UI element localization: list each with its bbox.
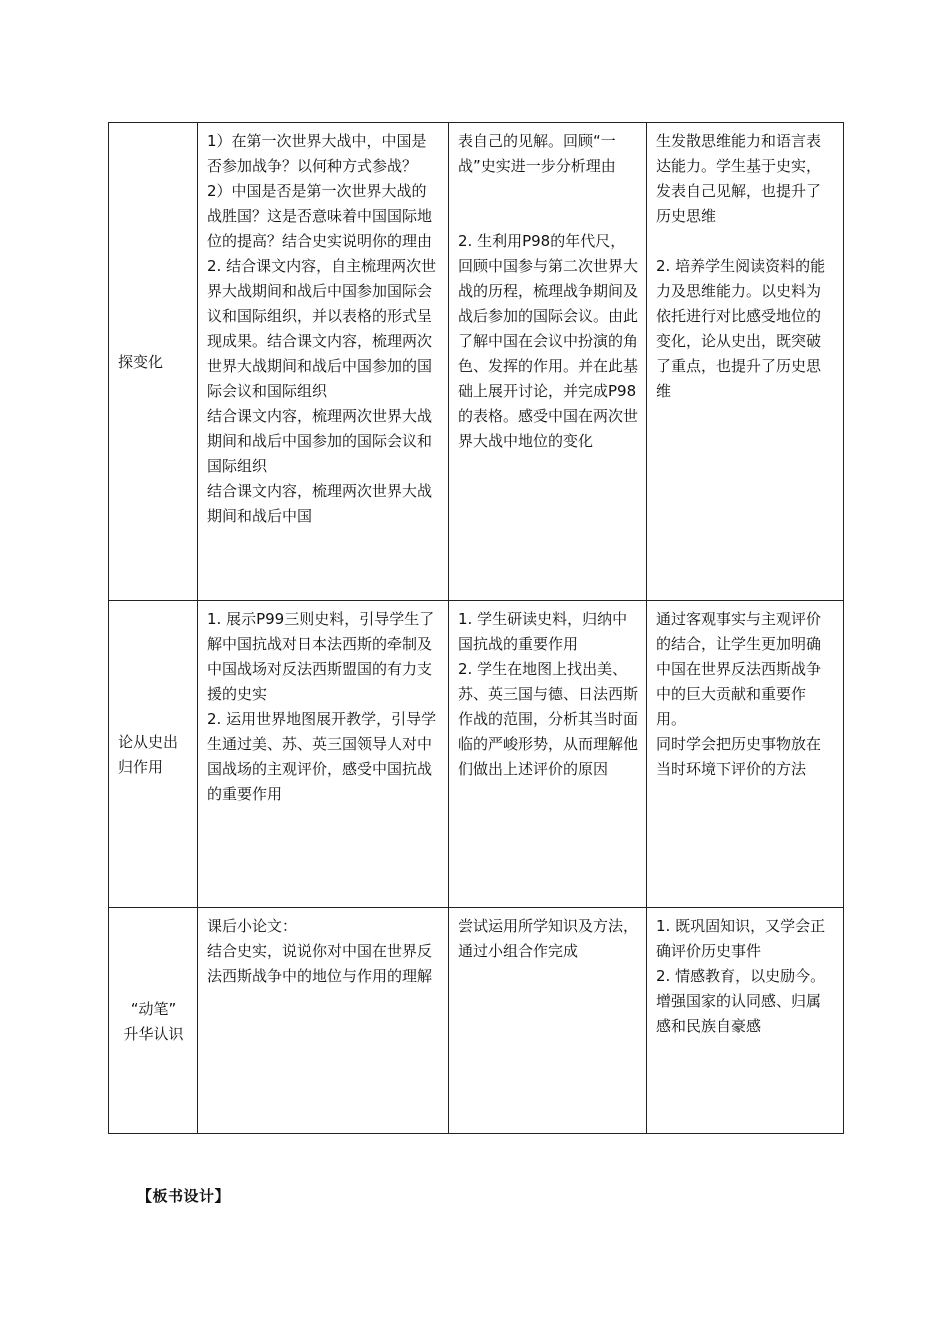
student-activity-text: 表自己的见解。回顾“一战”史实进一步分析理由	[458, 132, 616, 175]
spacer	[458, 179, 638, 204]
spacer	[458, 204, 638, 229]
teacher-activity-cell	[198, 908, 449, 1134]
stage-label: 升华认识	[123, 1024, 184, 1043]
lesson-plan-table	[108, 122, 844, 1134]
student-activity-text: 1. 学生研读史料，归纳中国抗战的重要作用	[458, 610, 628, 653]
design-intent-text: 2. 情感教育，以史励今。增强国家的认同感、归属感和民族自豪感	[656, 967, 826, 1035]
design-intent-cell	[647, 908, 844, 1134]
student-activity-text: 2. 学生在地图上找出美、苏、英三国与德、日法西斯作战的范围，分析其当时面临的严峻形势，从而理解他们做出上述评价的原因	[458, 660, 639, 778]
stage-label: 论从史出	[118, 733, 179, 751]
stage-label: 探变化	[118, 353, 164, 371]
teacher-activity-text: 结合课文内容，梳理两次世界大战期间和战后中国参加的国际会议和国际组织	[207, 407, 433, 475]
student-activity-cell	[449, 123, 647, 601]
teacher-activity-text: 课后小论文：	[207, 917, 298, 935]
stage-cell	[109, 123, 198, 601]
design-intent-cell	[647, 601, 844, 908]
teacher-activity-text: 2. 运用世界地图展开教学，引导学生通过美、苏、英三国领导人对中国战场的主观评价，感受中国抗战的重要作用	[207, 710, 437, 803]
design-intent-text: 通过客观事实与主观评价的结合，让学生更加明确中国在世界反法西斯战争中的巨大贡献和重要作用。	[656, 610, 822, 728]
table-row	[109, 601, 844, 908]
stage-label: “动笔”	[130, 999, 177, 1018]
student-activity-cell	[449, 601, 647, 908]
student-activity-text: 2. 生利用P98的年代尺，回顾中国参与第二次世界大战的历程，梳理战争期间及战后参加的国际会议。由此了解中国在会议中扮演的角色、发挥的作用。并在此基础上展开讨论，并完成P98的表格。感受中国在两次世界大战中地位的变化	[458, 232, 639, 450]
design-intent-cell	[647, 123, 844, 601]
stage-cell	[109, 601, 198, 908]
stage-cell	[109, 908, 198, 1134]
student-activity-cell	[449, 908, 647, 1134]
teacher-activity-text: 结合课文内容，梳理两次世界大战期间和战后中国	[207, 482, 433, 525]
teacher-activity-text: 1. 展示P99三则史料，引导学生了解中国抗战对日本法西斯的牵制及中国战场对反法西斯盟国的有力支援的史实	[207, 610, 435, 703]
teacher-activity-text: 结合史实，说说你对中国在世界反法西斯战争中的地位与作用的理解	[207, 942, 433, 985]
teacher-activity-text: 1）在第一次世界大战中，中国是否参加战争？以何种方式参战？	[207, 132, 427, 175]
teacher-activity-cell	[198, 123, 449, 601]
table-row	[109, 908, 844, 1134]
teacher-activity-cell	[198, 601, 449, 908]
teacher-activity-text: 2）中国是否是第一次世界大战的战胜国？这是否意味着中国国际地位的提高？结合史实说明你的理由	[207, 182, 433, 250]
board-design-heading: 【板书设计】	[137, 1187, 231, 1205]
table-row	[109, 123, 844, 601]
stage-label: 归作用	[118, 758, 164, 776]
design-intent-text: 2. 培养学生阅读资料的能力及思维能力。以史料为依托进行对比感受地位的变化，论从史出，既突破了重点，也提升了历史思维	[656, 257, 826, 400]
design-intent-text: 同时学会把历史事物放在当时环境下评价的方法	[656, 735, 822, 778]
spacer	[656, 229, 835, 254]
design-intent-text: 1. 既巩固知识，又学会正确评价历史事件	[656, 917, 826, 960]
student-activity-text: 尝试运用所学知识及方法，通过小组合作完成	[458, 917, 639, 960]
design-intent-text: 生发散思维能力和语言表达能力。学生基于史实，发表自己见解，也提升了历史思维	[656, 132, 822, 225]
teacher-activity-text: 2. 结合课文内容，自主梳理两次世界大战期间和战后中国参加国际会议和国际组织，并以表格的形式呈现成果。结合课文内容，梳理两次世界大战期间和战后中国参加的国际会议和国际组织	[207, 257, 437, 400]
